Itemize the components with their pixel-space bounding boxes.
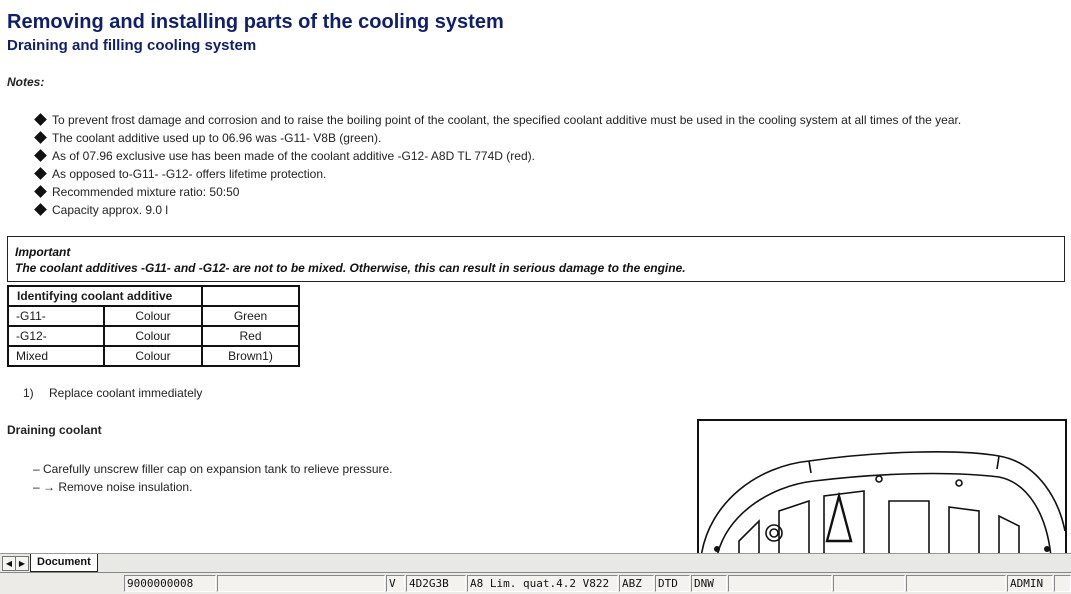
important-label: Important [15,245,71,259]
list-item: To prevent frost damage and corrosion and to raise the boiling point of the coolant, the specified coolant additive must be used in the cooling system at all times of the year. [34,111,961,129]
illustration-drawing [699,421,1065,553]
status-field-blank [217,575,385,592]
diamond-bullet-icon [34,167,47,180]
status-field-blank [833,575,905,592]
tab-document[interactable]: Document [30,554,98,572]
page-subtitle: Draining and filling cooling system [7,37,257,54]
diamond-bullet-icon [34,149,47,162]
table-cell: -G12- [8,326,104,346]
sheet-tab-bar [0,553,1071,573]
triangle-left-icon: ◀ [5,559,13,568]
notes-list [34,111,961,219]
notes-label: Notes: [7,75,45,89]
steps-list [33,460,393,496]
list-item: The coolant additive used up to 06.96 was -G11- V8B (green). [34,129,961,147]
vehicle-model-field: A8 Lim. quat.4.2 V822 [467,575,618,592]
list-item: As opposed to-G11- -G12- offers lifetime protection. [34,165,961,183]
triangle-right-icon: ▶ [18,559,26,568]
table-cell: Red [202,326,299,346]
section-heading: Draining coolant [7,423,102,437]
footnote-number: 1) [23,386,34,400]
status-field-abz: ABZ [619,575,654,592]
list-item: Capacity approx. 9.0 l [34,201,961,219]
prev-tab-button[interactable] [2,556,16,571]
noise-insulation-illustration [697,419,1067,553]
table-row [8,306,299,326]
footnote-text: Replace coolant immediately [49,386,203,400]
list-item: As of 07.96 exclusive use has been made of the coolant additive -G12- A8D TL 774D (red). [34,147,961,165]
table-header-extra [202,286,299,306]
list-item: Recommended mixture ratio: 50:50 [34,183,961,201]
table-cell: Brown1) [202,346,299,366]
status-field-dnw: DNW [691,575,727,592]
coolant-table [7,285,300,367]
table-row [8,346,299,366]
important-text: The coolant additives -G11- and -G12- are not to be mixed. Otherwise, this can result in serious damage to the engine. [15,261,686,275]
footnote [23,386,202,400]
list-item: – Carefully unscrew filler cap on expansion tank to relieve pressure. [33,462,393,476]
diamond-bullet-icon [34,131,47,144]
diamond-bullet-icon [34,203,47,216]
status-bar [0,572,1071,594]
diamond-bullet-icon [34,113,47,126]
table-cell: Green [202,306,299,326]
page-title: Removing and installing parts of the cooling system [7,11,504,33]
diamond-bullet-icon [34,185,47,198]
status-field-blank [1054,575,1071,592]
table-cell: Colour [104,326,202,346]
table-row [8,326,299,346]
important-box [7,236,1065,282]
table-cell: Colour [104,306,202,326]
next-tab-button[interactable] [15,556,29,571]
table-cell: -G11- [8,306,104,326]
table-cell: Mixed [8,346,104,366]
table-cell: Colour [104,346,202,366]
status-field-dtd: DTD [655,575,690,592]
status-field-code: 4D2G3B [406,575,466,592]
list-item: – → Remove noise insulation. [33,480,193,494]
table-header-row [8,286,299,306]
status-field-v: V [386,575,405,592]
status-field-blank [906,575,1006,592]
status-field-blank [728,575,832,592]
order-number-field: 9000000008 [124,575,216,592]
user-field: ADMIN [1007,575,1053,592]
table-header: Identifying coolant additive [8,286,202,306]
